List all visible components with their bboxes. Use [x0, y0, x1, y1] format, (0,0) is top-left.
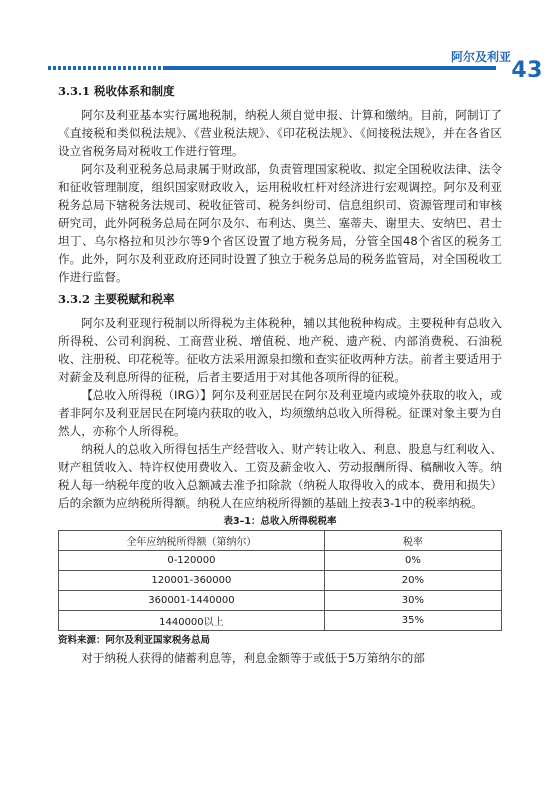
paragraph: 阿尔及利亚现行税制以所得税为主体税种，辅以其他税种构成。主要税种有总收入所得税、公司利润税、工商营业税、增值税、地产税、遗产税、内部消费税、石油税收、注册税、印花税等。征收方法采用源泉扣缴和查实征收两种方法。前者主要适用于对薪金及利息所得的征税，后者主要适用于对其他各项所得的征税。 — [58, 316, 502, 384]
table-cell-income: 0-120000 — [59, 551, 325, 571]
page-body — [58, 82, 502, 667]
table-header-row — [59, 531, 502, 551]
paragraph: 纳税人的总收入所得包括生产经营收入、财产转让收入、利息、股息与红利收入、财产租赁收入、特许权使用费收入、工资及薪金收入、劳动报酬所得、稿酬收入等。纳税人每一纳税年度的收入总额减去准予扣除款（纳税人取得收入的成本、费用和损失）后的余额为应纳税所得额。纳税人在应纳税所得额的基础上按表3-1中的税率纳税。 — [58, 442, 502, 510]
table-row — [59, 611, 502, 631]
table-row — [59, 571, 502, 591]
table-source-note: 资料来源：阿尔及利亚国家税务总局 — [58, 635, 211, 646]
column-header-income: 全年应纳税所得额（第纳尔） — [59, 531, 325, 551]
header-country: 阿尔及利亚 — [450, 50, 511, 64]
table-row — [59, 551, 502, 571]
paragraph: 对于纳税人获得的储蓄利息等，利息金额等于或低于5万第纳尔的部 — [81, 651, 425, 665]
table-cell-income: 1440000以上 — [59, 611, 325, 631]
table-caption: 表3–1：总收入所得税税率 — [223, 516, 337, 527]
table-cell-rate: 35% — [324, 611, 501, 631]
section-heading-tax-system: 3.3.1 税收体系和制度 — [58, 84, 175, 98]
page-number: 43 — [511, 58, 543, 83]
table-cell-rate: 0% — [324, 551, 501, 571]
paragraph: 【总收入所得税（IRG）】阿尔及利亚居民在阿尔及利亚境内或境外获取的收入，或者非阿尔及利亚居民在阿境内获取的收入，均须缴纳总收入所得税。征课对象主要为自然人，亦称个人所得税。 — [58, 388, 502, 438]
tax-rate-table — [58, 530, 502, 631]
table-cell-rate: 20% — [324, 571, 501, 591]
table-row — [59, 591, 502, 611]
table-cell-income: 360001-1440000 — [59, 591, 325, 611]
paragraph: 阿尔及利亚税务总局隶属于财政部，负责管理国家税收、拟定全国税收法律、法令和征收管理制度，组织国家财政收入，运用税收杠杆对经济进行宏观调控。阿尔及利亚税务总局下辖税务法规司、税收征管司、税务纠纷司、信息组织司、资源管理司和审核研究司，此外阿税务总局在阿尔及尔、布利达、奥兰、塞蒂夫、谢里夫、安纳巴、君士坦丁、乌尔格拉和贝沙尔等9个省区设置了地方税务局，分管全国48个省区的税务工作。此外，阿尔及利亚政府还同时设置了独立于税务总局的税务监管局，对全国税收工作进行监督。 — [58, 162, 502, 284]
table-cell-income: 120001-360000 — [59, 571, 325, 591]
header-rule — [48, 66, 496, 70]
section-heading-main-taxes: 3.3.2 主要税赋和税率 — [58, 292, 175, 306]
table-cell-rate: 30% — [324, 591, 501, 611]
paragraph: 阿尔及利亚基本实行属地税制，纳税人须自觉申报、计算和缴纳。目前，阿制订了《直接税和类似税法规》、《营业税法规》、《印花税法规》、《间接税法规》，并在各省区设立省税务局对税收工作进行管理。 — [58, 108, 502, 158]
column-header-rate: 税率 — [324, 531, 501, 551]
